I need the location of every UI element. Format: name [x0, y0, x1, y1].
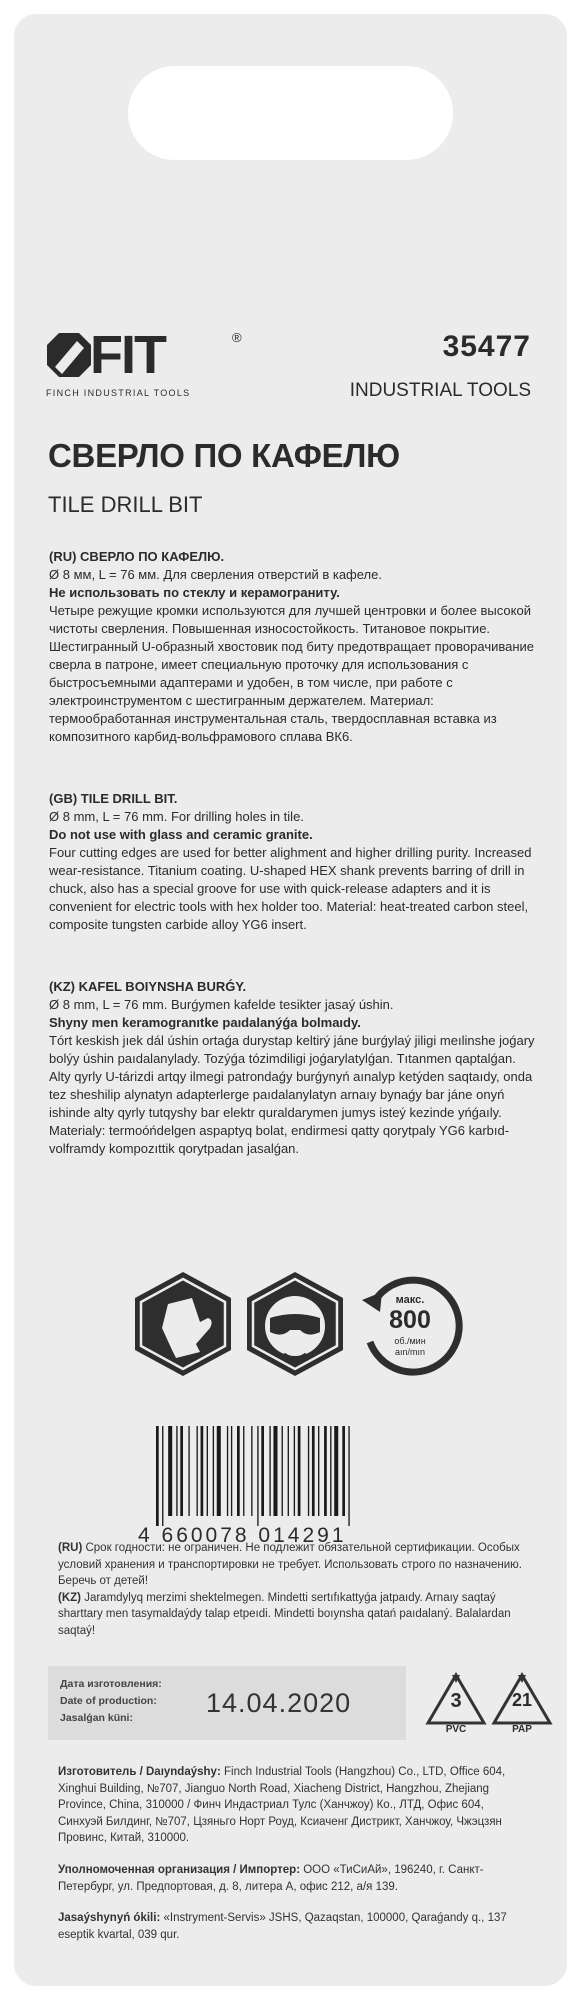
barcode-bar: [348, 1426, 349, 1526]
barcode-bar: [243, 1426, 244, 1516]
logo-subtitle: FINCH INDUSTRIAL TOOLS: [46, 388, 191, 398]
max-rpm-badge: [356, 1272, 464, 1380]
ru-heading: (RU) СВЕРЛО ПО КАФЕЛЮ.: [49, 549, 225, 564]
rpm-max-label: макс.: [395, 1294, 425, 1306]
product-title-ru: СВЕРЛО ПО КАФЕЛЮ: [48, 437, 400, 474]
barcode-bar: [207, 1426, 208, 1516]
logo-registered-mark: ®: [232, 330, 242, 345]
barcode-digits: 4 660078 014291: [138, 1524, 347, 1547]
barcode-bar: [334, 1426, 338, 1516]
recycle-code-pvc: 3: [450, 1690, 462, 1712]
barcode-bar: [156, 1426, 159, 1526]
glove-icon: [130, 1270, 236, 1378]
rpm-unit-ru: об./мин: [394, 1336, 426, 1346]
gb-spec: Ø 8 mm, L = 76 mm. For drilling holes in tile.: [49, 809, 304, 824]
production-date-labels: [60, 1676, 162, 1727]
barcode-bar: [261, 1426, 264, 1516]
barcode-bar: [213, 1426, 214, 1516]
recycle-label-pvc: PVC: [445, 1724, 467, 1735]
barcode-bar: [257, 1426, 258, 1526]
recycle-label-pap: PAP: [512, 1724, 532, 1735]
importer-text: ООО «ТиСиАй», 196240, г. Санкт-Петербург, ул. Предпортовая, д. 8, литера А, офис 212, а/я 139.: [58, 1864, 484, 1893]
rpm-unit-kz: aın/mın: [394, 1347, 425, 1357]
product-title-en: TILE DRILL BIT: [48, 492, 203, 517]
production-label-kz: Jasalǵan küni:: [60, 1712, 133, 1724]
barcode-bar: [318, 1426, 319, 1516]
barcode-bar: [197, 1426, 198, 1516]
safety-icons: [0, 1270, 581, 1400]
storage-kz-text: Jaramdylyq merzimi shektelmegen. Mindetti sertıfıkattyǵa jatpaıdy. Arnaıy saqtaý sharttary men tasymaldaýdy talap etpeıdi. Mindetti boıynsha qatań paıdalaný. Balalardan saqtaý!: [58, 1591, 511, 1637]
barcode-bar: [168, 1426, 172, 1516]
barcode-bar: [294, 1426, 295, 1516]
description-kz: [49, 978, 537, 1158]
barcode-bar: [180, 1426, 183, 1516]
production-label-ru: Дата изготовления:: [60, 1678, 162, 1690]
barcode-bar: [282, 1426, 283, 1516]
barcode-bar: [342, 1426, 345, 1516]
fit-logo-octagon-icon: [46, 332, 92, 378]
barcode-bar: [308, 1426, 309, 1516]
barcode-bar: [162, 1426, 163, 1526]
brand-line: INDUSTRIAL TOOLS: [349, 380, 531, 401]
storage-ru: [58, 1540, 528, 1590]
storage-ru-tag: (RU): [58, 1542, 83, 1554]
kz-body: Tórt keskish jıek dál úshin ortaǵa durystap keltirý jáne burǵylaý jiligi meılinshe joǵary bolýy úshin paıdalanylady. Tozýǵa tózimdiligi joǵarylatylǵan. Tıtanmen qaptalǵan. Alty qyrly U-tárizdi artqy ilmegi patrondaǵy burǵynyń aınalyp ketýden saqtaıdy, onda tez sheshilip alynatyn adapterlerge paıdalanylatyn arnaıy bynaǵy bar jáne onyń ishinde alty qyrly tutqyshy bar elektr quraldarymen jumys isteý kezinde yńǵaıly. Materialy: termoóńdelgen aspaptyq bolat, endirmesi qatty qorytpaly YG6 karbıd-volframdy kompozıttik qorytpadan jasalǵan.: [49, 1033, 535, 1156]
rpm-value: 800: [389, 1306, 431, 1334]
ru-warning: Не использовать по стеклу и керамограниту.: [49, 585, 340, 600]
barcode-bar: [269, 1426, 270, 1516]
barcode-bar: [217, 1426, 221, 1516]
kz-representative-text: «Instryment-Servis» JSHS, Qazaqstan, 100000, Qaraǵandy q., 137 eseptik kvartal, 039 qur.: [58, 1912, 507, 1941]
barcode-bar: [227, 1426, 228, 1516]
barcode-bar: [298, 1426, 301, 1516]
ru-spec: Ø 8 мм, L = 76 мм. Для сверления отверстий в кафеле.: [49, 567, 382, 582]
barcode-bar: [312, 1426, 315, 1516]
kz-spec: Ø 8 mm, L = 76 mm. Burǵymen kafelde tesikter jasaý úshin.: [49, 997, 394, 1012]
barcode-bar: [288, 1426, 289, 1516]
barcode-bar: [188, 1426, 189, 1516]
production-label-en: Date of production:: [60, 1695, 157, 1707]
barcode-bar: [273, 1426, 277, 1516]
kz-heading: (KZ) KAFEL BOIYNSHA BURǴY.: [49, 979, 247, 994]
importer-label: Уполномоченная организация / Импортер:: [58, 1864, 301, 1876]
gb-warning: Do not use with glass and ceramic granite.: [49, 827, 313, 842]
kz-representative-info: [58, 1910, 528, 1943]
hang-hole: [128, 66, 453, 160]
barcode-bar: [324, 1426, 327, 1516]
manufacturer-label: Изготовитель / Daıyndaýshy:: [58, 1766, 221, 1778]
barcode-bar: [251, 1426, 252, 1516]
kz-warning: Shyny men keramogranıtke paıdalanýǵa bolmaıdy.: [49, 1015, 361, 1030]
barcode-bar: [237, 1426, 240, 1516]
storage-kz: [58, 1590, 528, 1640]
storage-ru-text: Срок годности: не ограничен. Не подлежит обязательной сертификации. Особых условий хранения и транспортировки не требует. Использовать строго по назначению. Беречь от детей!: [58, 1542, 522, 1587]
safety-goggles-icon: [242, 1270, 348, 1378]
ru-body: Четыре режущие кромки используются для лучшей центровки и более высокой чистоты сверления. Повышенная износостойкость. Титановое покрытие. Шестигранный U-образный хвостовик под биту предотвращает проворачивание сверла в патроне, имеет специальную проточку для использования с быстросъемными адаптерами и удобен, в том числе, при работе с электроинструментом с шестигранным держателем. Материал: термообработанная инструментальная сталь, твердосплавная вставка из композитного карбид-вольфрамового сплава ВК6.: [49, 603, 535, 744]
gb-heading: (GB) TILE DRILL BIT.: [49, 791, 178, 806]
storage-kz-tag: (KZ): [58, 1591, 81, 1604]
storage-notes: [58, 1540, 528, 1639]
logo-word: FIT: [90, 325, 165, 385]
barcode-bar: [176, 1426, 177, 1516]
importer-info: [58, 1862, 528, 1895]
barcode-bar: [231, 1426, 232, 1516]
barcode: [156, 1426, 418, 1526]
recycle-code-pap: 21: [511, 1690, 533, 1710]
production-date: 14.04.2020: [206, 1688, 352, 1718]
gb-body: Four cutting edges are used for better alighment and higher drilling purity. Increased wear-resistance. Titanium coating. U-shaped HEX shank prevents barring of drill in chuck, also has a special groove for use with quick-release adapters and it is convenient for electric tools with hex holder too. Material: heat-treated carbon steel, composite tungsten carbide alloy YG6 insert.: [49, 845, 532, 932]
manufacturer-info: [58, 1764, 528, 1847]
description-ru: [49, 548, 537, 746]
barcode-bar: [330, 1426, 331, 1516]
article-number: 35477: [442, 330, 531, 363]
manufacturer-text: Finch Industrial Tools (Hangzhou) Co., LTD, Office 604, Xinghui Building, №707, Jianguo North Road, Xiacheng District, Hangzhou, Zhejiang Province, China, 310000 / Финч Индастриал Тулс (Ханчжоу) Ко., ЛТД, Офис 604, Синхуэй Билдинг, №707, Цзяньго Норт Роуд, Ксиаченг Дистрикт, Ханчжоу, Чжэцзян Провинс, Китай, 310000.: [58, 1766, 506, 1844]
fit-logo: [46, 325, 246, 412]
barcode-bar: [201, 1426, 204, 1516]
description-gb: [49, 790, 537, 934]
kz-representative-label: Jasaýshynyń ókili:: [58, 1912, 161, 1924]
